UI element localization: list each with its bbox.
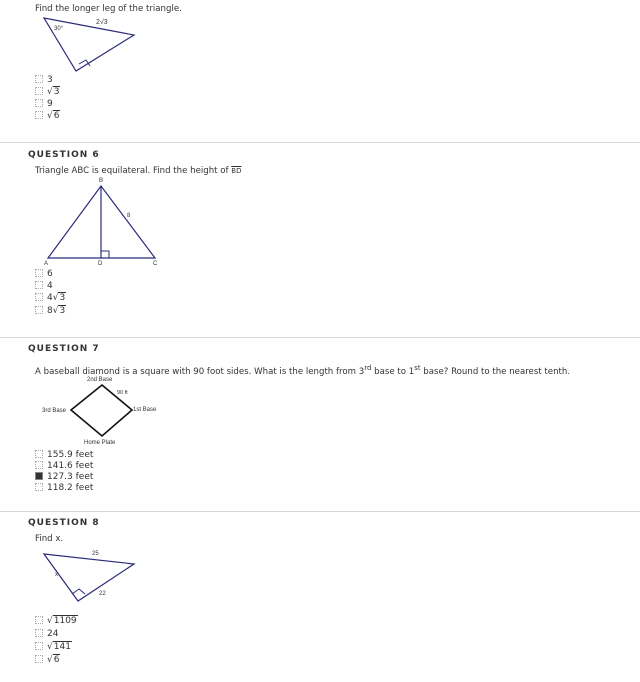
radio-button[interactable] [35,483,43,491]
divider [0,337,640,338]
option-text: 4 [47,281,53,291]
option-text: 118.2 feet [47,483,94,493]
q7-third-base-label: 3rd Base [42,408,67,414]
sqrt-expression: √3 [47,87,60,97]
q5-angle-label: 30° [54,26,64,32]
radio-button[interactable] [35,87,43,95]
radio-button[interactable] [35,461,43,469]
option-text: 3 [47,75,53,85]
q7-home-plate-label: Home Plate [84,440,116,446]
radio-button[interactable] [35,293,43,301]
q5-option-3[interactable] [35,99,53,110]
q5-prompt: Find the longer leg of the triangle. [35,4,182,14]
radio-button[interactable] [35,99,43,107]
q6-right-angle-mark [101,251,109,258]
q8-hyp-label: 25 [92,551,99,557]
q7-first-base-label: 1st Base [133,407,157,413]
sqrt-expression: √6 [47,111,60,121]
radio-button[interactable] [35,642,43,650]
q6-option-3[interactable]: 4√3 [35,293,66,304]
divider [0,142,640,143]
q7-diamond-figure [40,372,170,448]
q7-title: QUESTION 7 [28,344,100,354]
option-text: 127.3 feet [47,472,94,482]
q8-title: QUESTION 8 [28,518,100,528]
radio-button[interactable] [35,111,43,119]
q7-option-2[interactable] [35,461,93,472]
radio-button-selected[interactable] [35,472,43,480]
radio-button[interactable] [35,75,43,83]
option-text: 24 [47,629,59,639]
q7-second-base-label: 2nd Base [87,377,113,383]
option-text: 9 [47,99,53,109]
q8-option-4[interactable] [35,655,60,666]
q6-option-1[interactable] [35,269,53,280]
sqrt-expression: √3 [52,293,66,303]
q7-prompt: A baseball diamond is a square with 90 foot sides. What is the length from 3rd base to 1st base? Round to the nearest tenth. [35,364,571,377]
option-text: 155.9 feet [47,450,94,460]
q8-option-1[interactable] [35,616,78,627]
q6-label-C: C [153,261,158,267]
q8-prompt: Find x. [35,534,64,544]
q7-option-4[interactable] [35,483,93,494]
radio-button[interactable] [35,629,43,637]
q6-label-A: A [44,261,49,267]
divider [0,511,640,512]
radio-button[interactable] [35,306,43,314]
radio-button[interactable] [35,450,43,458]
q8-leg-label: 22 [99,591,106,597]
q6-side-label: 8 [127,213,131,219]
q5-option-2[interactable] [35,87,60,98]
q8-right-angle-mark [72,589,85,594]
q6-label-D: D [98,261,103,267]
q6-option-4[interactable]: 8√3 [35,306,66,317]
sqrt-expression: √1109 [47,616,77,626]
q5-triangle-figure [38,14,138,72]
q8-option-2[interactable] [35,629,58,640]
radio-button[interactable] [35,616,43,624]
segment-label: $\overline{BD}$ [231,167,242,175]
radio-button[interactable] [35,281,43,289]
q6-option-2[interactable] [35,281,53,292]
q8-triangle-figure [38,548,138,604]
q6-label-B: B [99,178,104,184]
q8-x-label: x [55,572,58,578]
option-text: 141.6 feet [47,461,94,471]
radio-button[interactable] [35,655,43,663]
q7-option-1[interactable] [35,450,93,461]
sqrt-expression: √3 [52,306,66,316]
option-text: 6 [47,269,53,279]
q8-option-3[interactable] [35,642,72,653]
q5-option-4[interactable] [35,111,60,122]
q5-option-1[interactable] [35,75,53,86]
q6-prompt: Triangle ABC is equilateral. Find the height of $\overline{BD}$ [35,166,242,176]
radio-button[interactable] [35,269,43,277]
q5-hyp-label: 2√3 [96,19,108,26]
q7-option-3[interactable] [35,472,93,483]
q6-triangle-figure [38,175,164,267]
sqrt-expression: √6 [47,655,60,665]
q6-title: QUESTION 6 [28,150,100,160]
sqrt-expression: √141 [47,642,71,652]
q7-side-label: 90 ft [117,390,128,396]
